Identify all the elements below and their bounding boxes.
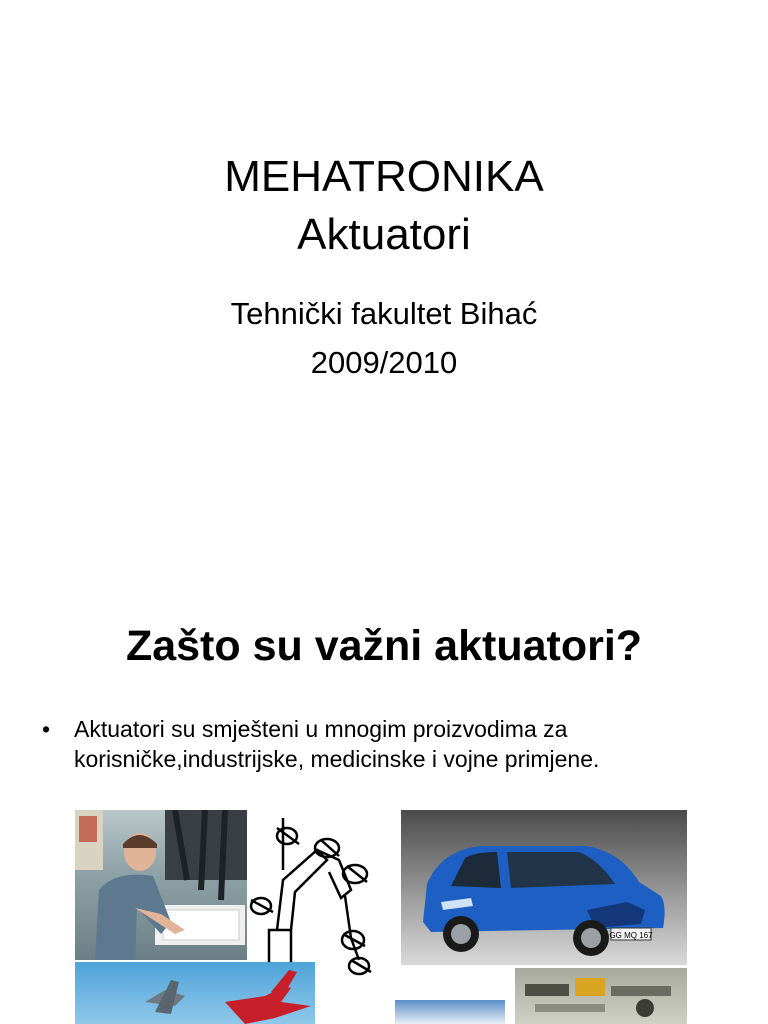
institution-name: Tehnički fakultet Bihać [230, 296, 538, 331]
academic-year: 2009/2010 [310, 345, 458, 380]
content-slide [0, 590, 768, 1024]
slide-title: MEHATRONIKA [224, 152, 544, 201]
slide-title-subject: Aktuatori [297, 210, 471, 259]
small-product-photo [395, 1000, 505, 1024]
car-plate: GG MQ 167 [609, 931, 653, 940]
bullet-item [42, 714, 722, 774]
bullet-text: Aktuatori su smješteni u mnogim proizvodima za korisničke,industrijske, medicinske i vojne primjene. [74, 716, 600, 772]
content-slide-title: Zašto su važni aktuatori? [125, 622, 643, 670]
surgeon-photo [75, 810, 247, 960]
bullet-dot: • [42, 716, 51, 742]
robot-arm-drawing [247, 810, 387, 985]
car-photo [401, 810, 687, 965]
industrial-machine-photo [515, 968, 687, 1024]
airplane-photo [75, 962, 315, 1024]
